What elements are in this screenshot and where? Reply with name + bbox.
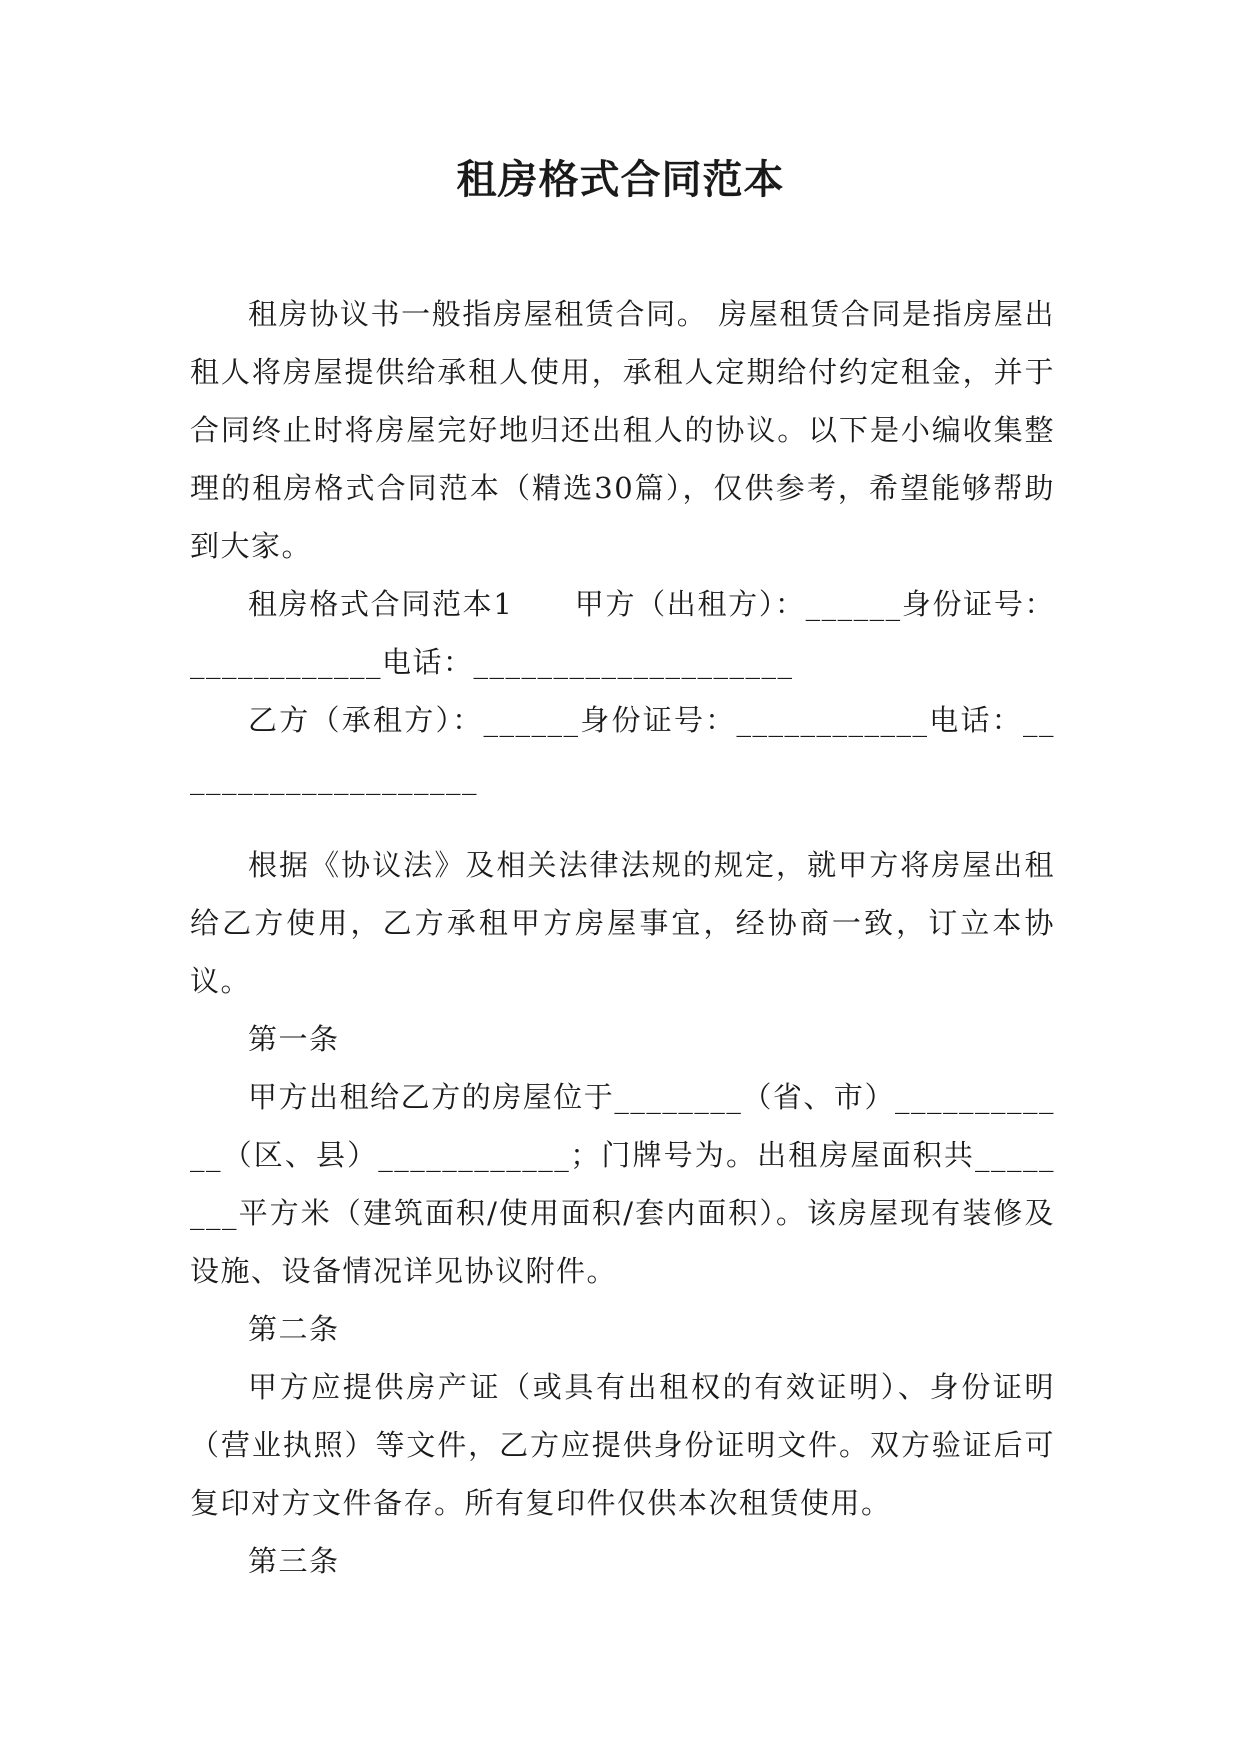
article-heading: 第一条	[248, 1022, 340, 1056]
article-paragraph: 甲方出租给乙方的房屋位于________（省、市）____________（区、县）____________；门牌号为。出租房屋面积共________平方米（建筑面积/使用面积/套内面积）。该房屋现有装修及设施、设备情况详见协议附件。	[190, 1080, 1055, 1288]
basis-paragraph: 根据《协议法》及相关法律法规的规定，就甲方将房屋出租给乙方使用，乙方承租甲方房屋事宜，经协商一致，订立本协议。	[190, 848, 1055, 998]
intro-paragraph: 租房协议书一般指房屋租赁合同。 房屋租赁合同是指房屋出租人将房屋提供给承租人使用，承租人定期给付约定租金，并于合同终止时将房屋完好地归还出租人的协议。以下是小编收集整理的租房格式合同范本（精选30篇），仅供参考，希望能够帮助到大家。	[190, 297, 1055, 563]
party-a-line: 租房格式合同范本1 甲方（出租方）：______身份证号：____________电话：____________________	[190, 587, 1055, 679]
article-heading: 第二条	[248, 1312, 340, 1346]
article-paragraph: 甲方应提供房产证（或具有出租权的有效证明）、身份证明（营业执照）等文件，乙方应提供身份证明文件。双方验证后可复印对方文件备存。所有复印件仅供本次租赁使用。	[190, 1370, 1055, 1520]
document-body	[190, 285, 1055, 1590]
paragraph-gap	[190, 807, 1055, 836]
article-heading: 第三条	[248, 1544, 340, 1578]
party-b-line: 乙方（承租方）：______身份证号：____________电话：____________________	[190, 703, 1055, 795]
document-title: 租房格式合同范本	[456, 156, 785, 203]
